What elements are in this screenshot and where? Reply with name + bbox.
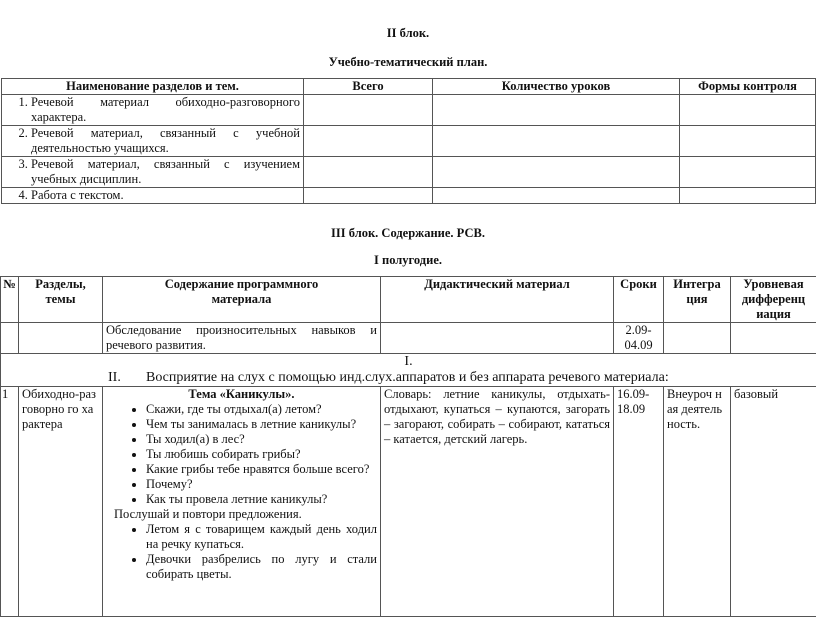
topic-cell: Обиходно-разговорно го характера	[19, 387, 103, 617]
table-row	[2, 188, 304, 204]
section-number: I.	[4, 354, 813, 370]
content-table	[0, 276, 816, 617]
header-dates: Сроки	[614, 277, 664, 323]
thematic-plan-table	[1, 78, 816, 204]
list-item: 1. Речевой материал обиходно-разговорного характера.	[31, 95, 300, 125]
cell	[433, 157, 680, 188]
questions-list	[106, 402, 377, 507]
header-total: Всего	[304, 79, 433, 95]
list-item: • Ты любишь собирать грибы?	[146, 447, 377, 462]
integration-cell: Внеуроч ная деятель ность.	[664, 387, 731, 617]
theme-title: Тема «Каникулы».	[106, 387, 377, 402]
cell	[680, 188, 816, 204]
dates-cell: 16.09-18.09	[614, 387, 664, 617]
content-cell: Обследование произносительных навыков и речевого развития.	[103, 323, 381, 354]
header-control: Формы контроля	[680, 79, 816, 95]
sentences-list	[106, 522, 377, 582]
cell	[731, 323, 816, 354]
cell	[433, 126, 680, 157]
cell	[304, 157, 433, 188]
didactic-cell: Словарь: летние каникулы, отдыхать-отдыхают, купаться – купаются, загорать – загорают, собирать – собирают, кататься – катается, детский лагерь.	[381, 387, 614, 617]
cell	[304, 126, 433, 157]
block3-subtitle: I полугодие.	[0, 253, 816, 268]
list-item: 3. Речевой материал, связанный с изучением учебных дисциплин.	[31, 157, 300, 187]
table-row	[2, 126, 304, 157]
dates-cell: 2.09-04.09	[614, 323, 664, 354]
header-sections: Наименование разделов и тем.	[2, 79, 304, 95]
content-cell	[103, 387, 381, 617]
cell	[381, 323, 614, 354]
list-item: • Девочки разбрелись по лугу и стали собирать цветы.	[146, 552, 377, 582]
block2-subtitle: Учебно-тематический план.	[0, 55, 816, 70]
cell	[680, 95, 816, 126]
cell	[304, 188, 433, 204]
cell	[433, 188, 680, 204]
list-item: • Летом я с товарищем каждый день ходил на речку купаться.	[146, 522, 377, 552]
cell	[433, 95, 680, 126]
list-item: • Какие грибы тебе нравятся больше всего?	[146, 462, 377, 477]
cell	[664, 323, 731, 354]
cell	[680, 126, 816, 157]
block3-title: III блок. Содержание. РСВ.	[0, 226, 816, 241]
list-item: • Ты ходил(а) в лес?	[146, 432, 377, 447]
repeat-instruction: Послушай и повтори предложения.	[106, 507, 377, 522]
header-topics: Разделы, темы	[19, 277, 103, 323]
list-item: • Чем ты занималась в летние каникулы?	[146, 417, 377, 432]
header-lessons: Количество уроков	[433, 79, 680, 95]
table-row	[2, 157, 304, 188]
level-cell: базовый	[731, 387, 816, 617]
list-item: 4. Работа с текстом.	[31, 188, 300, 203]
table-row	[2, 95, 304, 126]
header-level: Уровневая дифференц иация	[731, 277, 816, 323]
section-subnumber: II.	[108, 370, 146, 386]
section-text: Восприятие на слух с помощью инд.слух.аппаратов и без аппарата речевого материала:	[146, 370, 669, 385]
cell	[19, 323, 103, 354]
header-integration: Интегра ция	[664, 277, 731, 323]
header-number: №	[1, 277, 19, 323]
row-number: 1	[1, 387, 19, 617]
block2-title: II блок.	[0, 26, 816, 41]
cell	[680, 157, 816, 188]
list-item: • Скажи, где ты отдыхал(а) летом?	[146, 402, 377, 417]
list-item: • Почему?	[146, 477, 377, 492]
cell	[1, 323, 19, 354]
header-content: Содержание программного материала	[103, 277, 381, 323]
section-heading	[1, 354, 816, 387]
list-item: 2. Речевой материал, связанный с учебной деятельностью учащихся.	[31, 126, 300, 156]
header-didactic: Дидактический материал	[381, 277, 614, 323]
list-item: • Как ты провела летние каникулы?	[146, 492, 377, 507]
cell	[304, 95, 433, 126]
